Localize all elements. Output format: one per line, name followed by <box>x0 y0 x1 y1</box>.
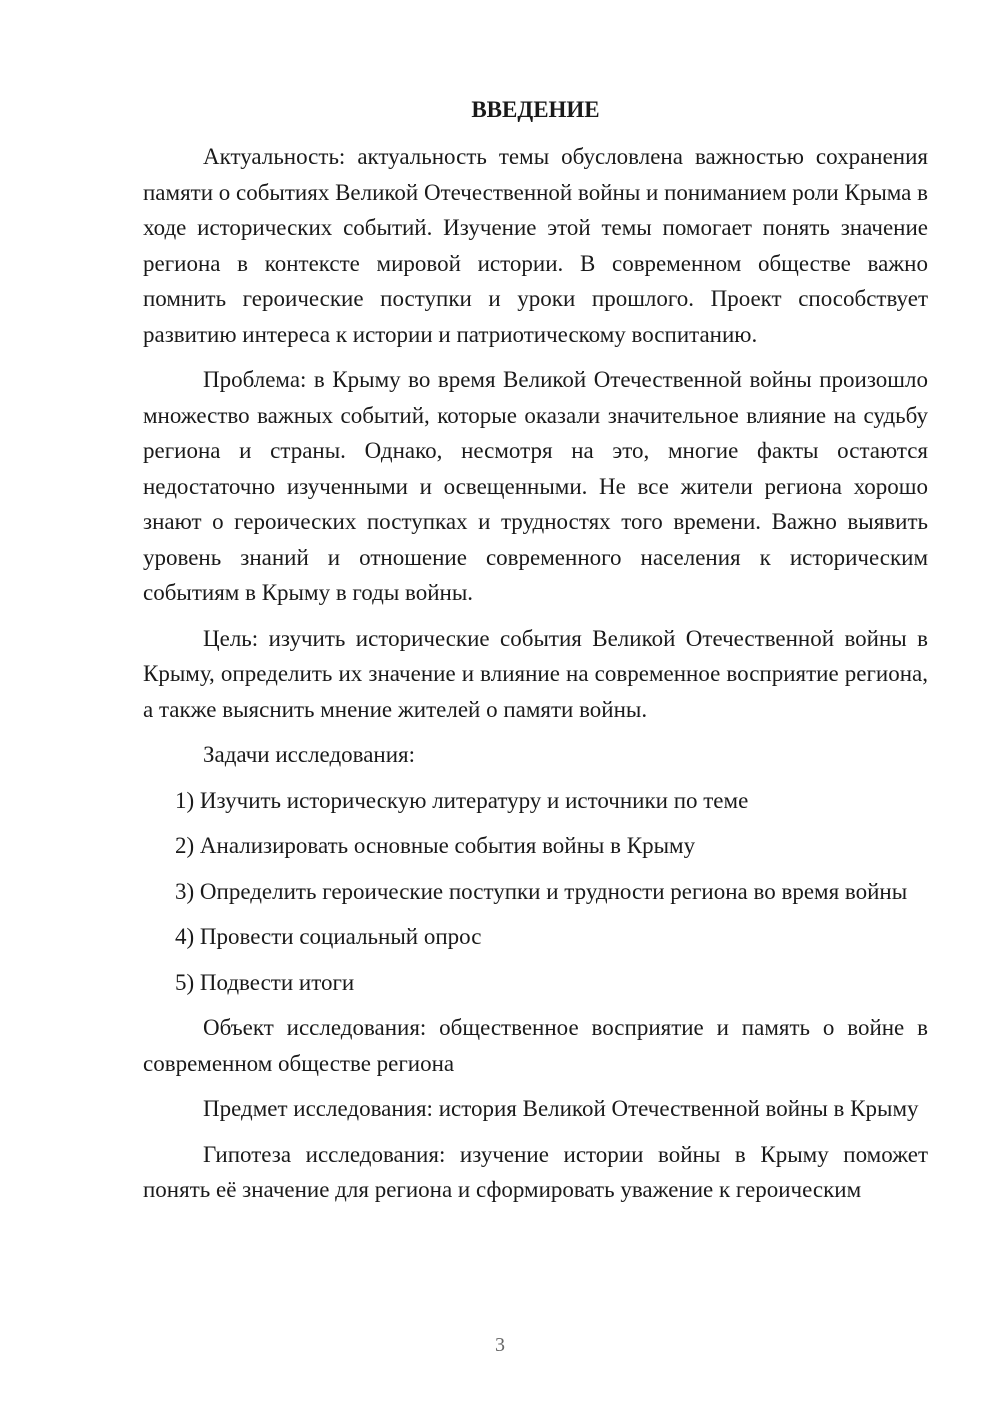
paragraph-subject: Предмет исследования: история Великой Отечественной войны в Крыму <box>203 1096 919 1121</box>
paragraph-goal: Цель: изучить исторические события Великой Отечественной войны в Крыму, определить их значение и влияние на современное восприятие региона, а также выяснить мнение жителей о памяти войны. <box>143 625 928 722</box>
task-item-2: 2) Анализировать основные события войны в Крыму <box>175 833 696 858</box>
task-item-4: 4) Провести социальный опрос <box>175 924 482 949</box>
section-title: ВВЕДЕНИЕ <box>471 97 600 122</box>
tasks-heading: Задачи исследования: <box>203 742 416 767</box>
document-page <box>143 92 928 1218</box>
paragraph-hypothesis: Гипотеза исследования: изучение истории войны в Крыму поможет понять её значение для региона и сформировать уважение к героическим <box>143 1141 928 1202</box>
task-item-1: 1) Изучить историческую литературу и источники по теме <box>175 787 749 813</box>
paragraph-relevance: Актуальность: актуальность темы обусловлена важностью сохранения памяти о событиях Великой Отечественной войны и пониманием роли Крыма в ходе исторических событий. Изучение этой темы помогает понять значение региона в контексте мировой истории. В современном обществе важно помнить героические поступки и уроки прошлого. Проект способствует развитию интереса к истории и патриотическому воспитанию. <box>143 144 928 347</box>
paragraph-problem: Проблема: в Крыму во время Великой Отечественной войны произошло множество важных событий, которые оказали значительное влияние на судьбу региона и страны. Однако, несмотря на это, многие факты остаются недостаточно изученными и освещенными. Не все жители региона хорошо знают о героических поступках и трудностях того времени. Важно выявить уровень знаний и отношение современного населения к историческим событиям в Крыму в годы войны. <box>143 367 928 605</box>
paragraph-object: Объект исследования: общественное восприятие и память о войне в современном обществе региона <box>143 1015 928 1076</box>
task-item-5: 5) Подвести итоги <box>175 969 355 995</box>
task-item-3: 3) Определить героические поступки и трудности региона во время войны <box>175 878 908 904</box>
page-number: 3 <box>495 1334 505 1356</box>
